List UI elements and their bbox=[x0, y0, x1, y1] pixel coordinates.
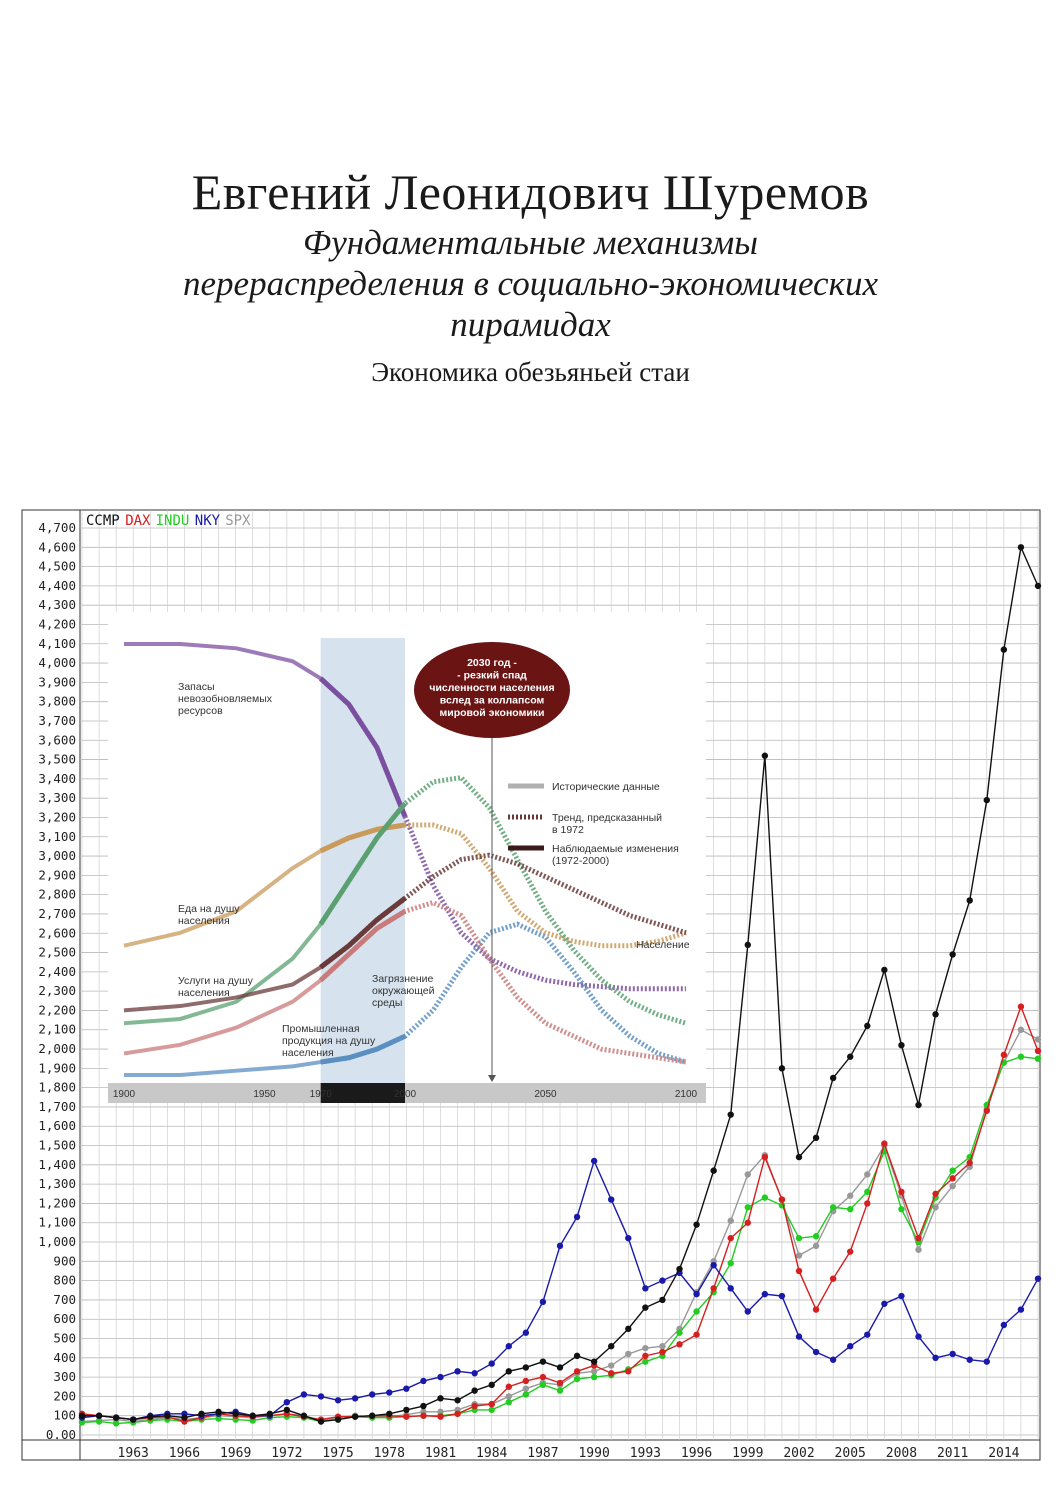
data-point bbox=[574, 1214, 580, 1220]
inset-legend-line: Тренд, предсказанный bbox=[552, 812, 662, 824]
data-point bbox=[1035, 583, 1041, 589]
data-point bbox=[967, 1357, 973, 1363]
data-point bbox=[215, 1409, 221, 1415]
data-point bbox=[437, 1413, 443, 1419]
data-point bbox=[301, 1391, 307, 1397]
callout-line: вслед за коллапсом bbox=[439, 694, 545, 707]
data-point bbox=[591, 1158, 597, 1164]
data-point bbox=[318, 1418, 324, 1424]
data-point bbox=[1001, 646, 1007, 652]
y-tick-label: 1,100 bbox=[38, 1214, 76, 1230]
data-point bbox=[796, 1268, 802, 1274]
inset-legend-label bbox=[552, 781, 660, 793]
data-point bbox=[608, 1362, 614, 1368]
data-point bbox=[471, 1403, 477, 1409]
data-point bbox=[693, 1308, 699, 1314]
data-point bbox=[352, 1413, 358, 1419]
y-tick-label: 3,800 bbox=[38, 693, 76, 709]
y-tick-label: 2,500 bbox=[38, 944, 76, 960]
data-point bbox=[284, 1407, 290, 1413]
data-point bbox=[557, 1387, 563, 1393]
x-tick-label: 2005 bbox=[834, 1446, 866, 1461]
x-tick-label: 1993 bbox=[629, 1446, 662, 1461]
data-point bbox=[113, 1414, 119, 1420]
y-tick-label: 4,500 bbox=[38, 558, 76, 574]
book-subtitle: Экономика обезьяньей стаи bbox=[371, 357, 690, 387]
data-point bbox=[915, 1247, 921, 1253]
inset-legend-line: Наблюдаемые изменения bbox=[552, 843, 679, 855]
data-point bbox=[335, 1397, 341, 1403]
data-point bbox=[659, 1277, 665, 1283]
data-point bbox=[352, 1395, 358, 1401]
data-point bbox=[847, 1343, 853, 1349]
data-point bbox=[949, 1351, 955, 1357]
data-point bbox=[608, 1343, 614, 1349]
y-tick-label: 4,700 bbox=[38, 520, 76, 535]
data-point bbox=[1018, 1306, 1024, 1312]
x-tick-label: 1963 bbox=[117, 1446, 149, 1461]
y-tick-label: 3,200 bbox=[38, 809, 76, 825]
inset-label-line: невозобновляемых bbox=[178, 693, 273, 705]
y-tick-label: 1,900 bbox=[38, 1060, 76, 1076]
y-tick-label: 3,000 bbox=[38, 848, 76, 864]
data-point bbox=[847, 1248, 853, 1254]
y-tick-label: 0.00 bbox=[45, 1427, 76, 1442]
y-tick-label: 1,800 bbox=[38, 1079, 76, 1095]
data-point bbox=[693, 1221, 699, 1227]
data-point bbox=[523, 1364, 529, 1370]
data-point bbox=[898, 1189, 904, 1195]
y-tick-label: 1,200 bbox=[38, 1195, 76, 1211]
data-point bbox=[864, 1171, 870, 1177]
book-title bbox=[60, 222, 1001, 345]
data-point bbox=[557, 1364, 563, 1370]
callout-line: 2030 год - bbox=[467, 657, 517, 669]
data-point bbox=[881, 1301, 887, 1307]
legend-entry: CCMP bbox=[86, 513, 120, 529]
data-point bbox=[420, 1378, 426, 1384]
author-name: Евгений Леонидович Шуремов bbox=[191, 164, 870, 220]
data-point bbox=[796, 1235, 802, 1241]
y-tick-label: 900 bbox=[53, 1253, 76, 1269]
data-point bbox=[523, 1391, 529, 1397]
data-point bbox=[642, 1353, 648, 1359]
data-point bbox=[1001, 1052, 1007, 1058]
inset-x-tick: 1950 bbox=[253, 1089, 276, 1100]
data-point bbox=[642, 1358, 648, 1364]
data-point bbox=[984, 797, 990, 803]
chart-legend bbox=[86, 513, 251, 529]
data-point bbox=[864, 1331, 870, 1337]
data-point bbox=[1035, 1275, 1041, 1281]
data-point bbox=[540, 1382, 546, 1388]
data-point bbox=[403, 1407, 409, 1413]
y-tick-label: 3,400 bbox=[38, 770, 76, 786]
data-point bbox=[454, 1397, 460, 1403]
data-point bbox=[813, 1233, 819, 1239]
data-point bbox=[1001, 1322, 1007, 1328]
y-tick-label: 1,600 bbox=[38, 1118, 76, 1134]
legend-entry: SPX bbox=[225, 513, 251, 529]
data-point bbox=[710, 1262, 716, 1268]
x-tick-label: 1969 bbox=[219, 1446, 252, 1461]
data-point bbox=[745, 1220, 751, 1226]
inset-x-tick: 2100 bbox=[674, 1089, 698, 1100]
data-point bbox=[898, 1042, 904, 1048]
x-tick-label: 1978 bbox=[373, 1446, 405, 1461]
x-tick-label: 2002 bbox=[783, 1446, 815, 1461]
data-point bbox=[693, 1331, 699, 1337]
inset-x-tick: 1970 bbox=[309, 1089, 332, 1100]
inset-label-line: населения bbox=[178, 915, 230, 927]
inset-label-line: населения bbox=[282, 1047, 334, 1059]
data-point bbox=[813, 1243, 819, 1249]
data-point bbox=[557, 1380, 563, 1386]
y-tick-label: 4,300 bbox=[38, 597, 76, 613]
data-point bbox=[335, 1416, 341, 1422]
data-point bbox=[830, 1204, 836, 1210]
x-tick-label: 1981 bbox=[424, 1446, 457, 1461]
data-point bbox=[608, 1196, 614, 1202]
data-point bbox=[898, 1206, 904, 1212]
y-tick-label: 700 bbox=[53, 1291, 76, 1307]
data-point bbox=[847, 1054, 853, 1060]
x-tick-label: 1999 bbox=[732, 1446, 764, 1461]
data-point bbox=[489, 1360, 495, 1366]
inset-label-line: окружающей bbox=[372, 985, 435, 997]
data-point bbox=[181, 1414, 187, 1420]
data-point bbox=[489, 1382, 495, 1388]
y-tick-label: 3,600 bbox=[38, 732, 76, 748]
y-tick-label: 2,000 bbox=[38, 1041, 76, 1057]
callout-line: численности населения bbox=[429, 682, 555, 694]
data-point bbox=[540, 1374, 546, 1380]
data-point bbox=[728, 1111, 734, 1117]
data-point bbox=[540, 1358, 546, 1364]
data-point bbox=[471, 1387, 477, 1393]
y-tick-label: 2,700 bbox=[38, 905, 76, 921]
data-point bbox=[693, 1291, 699, 1297]
x-tick-label: 1966 bbox=[168, 1446, 201, 1461]
y-tick-label: 1,400 bbox=[38, 1156, 76, 1172]
y-tick-label: 2,900 bbox=[38, 867, 76, 883]
data-point bbox=[403, 1385, 409, 1391]
y-tick-label: 3,900 bbox=[38, 674, 76, 690]
data-point bbox=[779, 1293, 785, 1299]
data-point bbox=[915, 1235, 921, 1241]
inset-label-line: Еда на душу bbox=[178, 903, 240, 915]
data-point bbox=[96, 1413, 102, 1419]
data-point bbox=[710, 1285, 716, 1291]
data-point bbox=[267, 1411, 273, 1417]
data-point bbox=[659, 1349, 665, 1355]
data-point bbox=[369, 1413, 375, 1419]
data-point bbox=[1018, 1003, 1024, 1009]
data-point bbox=[1018, 1027, 1024, 1033]
data-point bbox=[437, 1374, 443, 1380]
book-title-line: Фундаментальные механизмы bbox=[303, 223, 758, 262]
y-tick-label: 800 bbox=[53, 1272, 76, 1288]
data-point bbox=[557, 1243, 563, 1249]
inset-x-tick: 1900 bbox=[112, 1089, 136, 1100]
data-point bbox=[574, 1353, 580, 1359]
y-tick-label: 1,700 bbox=[38, 1098, 76, 1114]
inset-label-line: Загрязнение bbox=[372, 973, 434, 985]
data-point bbox=[625, 1326, 631, 1332]
data-point bbox=[796, 1154, 802, 1160]
y-tick-label: 100 bbox=[53, 1407, 76, 1423]
data-point bbox=[659, 1297, 665, 1303]
book-title-line: перераспределения в социально-экономических bbox=[183, 264, 878, 303]
data-point bbox=[745, 1308, 751, 1314]
data-point bbox=[574, 1376, 580, 1382]
x-tick-label: 2008 bbox=[885, 1446, 918, 1461]
data-point bbox=[284, 1399, 290, 1405]
data-point bbox=[642, 1304, 648, 1310]
data-point bbox=[949, 1183, 955, 1189]
y-tick-label: 500 bbox=[53, 1330, 76, 1346]
data-point bbox=[745, 942, 751, 948]
data-point bbox=[523, 1330, 529, 1336]
data-point bbox=[506, 1368, 512, 1374]
data-point bbox=[864, 1023, 870, 1029]
data-point bbox=[130, 1416, 136, 1422]
inset-label-line: продукция на душу bbox=[282, 1035, 376, 1047]
y-tick-label: 4,600 bbox=[38, 539, 76, 555]
data-point bbox=[164, 1413, 170, 1419]
data-point bbox=[403, 1413, 409, 1419]
data-point bbox=[420, 1413, 426, 1419]
data-point bbox=[762, 1194, 768, 1200]
data-point bbox=[506, 1343, 512, 1349]
y-tick-label: 300 bbox=[53, 1369, 76, 1385]
inset-series-label bbox=[636, 939, 690, 951]
data-point bbox=[625, 1368, 631, 1374]
data-point bbox=[676, 1341, 682, 1347]
inset-legend-line: (1972-2000) bbox=[552, 855, 610, 867]
data-point bbox=[728, 1235, 734, 1241]
y-tick-label: 2,800 bbox=[38, 886, 76, 902]
data-point bbox=[198, 1411, 204, 1417]
y-tick-label: 1,300 bbox=[38, 1176, 76, 1192]
data-point bbox=[915, 1333, 921, 1339]
y-tick-label: 200 bbox=[53, 1388, 76, 1404]
data-point bbox=[523, 1385, 529, 1391]
legend-entry: NKY bbox=[194, 513, 221, 529]
data-point bbox=[540, 1299, 546, 1305]
data-point bbox=[506, 1384, 512, 1390]
data-point bbox=[847, 1206, 853, 1212]
data-point bbox=[676, 1266, 682, 1272]
data-point bbox=[1018, 544, 1024, 550]
data-point bbox=[830, 1075, 836, 1081]
data-point bbox=[489, 1401, 495, 1407]
data-point bbox=[830, 1357, 836, 1363]
data-point bbox=[984, 1108, 990, 1114]
data-point bbox=[728, 1260, 734, 1266]
data-point bbox=[745, 1171, 751, 1177]
data-point bbox=[949, 1175, 955, 1181]
inset-legend-line: в 1972 bbox=[552, 824, 584, 836]
data-point bbox=[967, 897, 973, 903]
data-point bbox=[796, 1252, 802, 1258]
y-tick-label: 3,500 bbox=[38, 751, 76, 767]
data-point bbox=[591, 1374, 597, 1380]
x-tick-label: 2014 bbox=[988, 1446, 1020, 1461]
data-point bbox=[881, 967, 887, 973]
y-tick-label: 2,300 bbox=[38, 983, 76, 999]
y-tick-label: 2,400 bbox=[38, 963, 76, 979]
y-tick-label: 1,000 bbox=[38, 1234, 76, 1250]
y-tick-label: 2,100 bbox=[38, 1021, 76, 1037]
inset-label-line: Запасы bbox=[178, 681, 215, 693]
legend-entry: DAX bbox=[125, 513, 151, 529]
legend-entry: INDU bbox=[155, 513, 190, 529]
x-tick-label: 1990 bbox=[578, 1446, 610, 1461]
data-point bbox=[915, 1102, 921, 1108]
data-point bbox=[506, 1399, 512, 1405]
data-point bbox=[984, 1358, 990, 1364]
y-tick-label: 400 bbox=[53, 1349, 76, 1365]
data-point bbox=[471, 1370, 477, 1376]
inset-label-line: населения bbox=[178, 987, 230, 999]
data-point bbox=[779, 1196, 785, 1202]
inset-label-line: Услуги на душу bbox=[178, 975, 253, 987]
y-tick-label: 2,600 bbox=[38, 925, 76, 941]
data-point bbox=[386, 1411, 392, 1417]
data-point bbox=[728, 1285, 734, 1291]
data-point bbox=[813, 1306, 819, 1312]
callout-line: - резкий спад bbox=[457, 669, 527, 682]
data-point bbox=[762, 1154, 768, 1160]
data-point bbox=[369, 1391, 375, 1397]
data-point bbox=[489, 1407, 495, 1413]
x-tick-label: 1996 bbox=[680, 1446, 713, 1461]
data-point bbox=[932, 1011, 938, 1017]
data-point bbox=[642, 1285, 648, 1291]
y-tick-label: 4,200 bbox=[38, 616, 76, 632]
inset-x-tick: 2000 bbox=[393, 1089, 417, 1100]
y-tick-label: 3,300 bbox=[38, 790, 76, 806]
data-point bbox=[506, 1393, 512, 1399]
data-point bbox=[523, 1378, 529, 1384]
book-title-line: пирамидах bbox=[450, 305, 611, 344]
y-tick-label: 2,200 bbox=[38, 1002, 76, 1018]
data-point bbox=[79, 1413, 85, 1419]
inset-axis-highlight bbox=[321, 1083, 405, 1103]
inset-label-line: среды bbox=[372, 997, 403, 1009]
data-point bbox=[881, 1140, 887, 1146]
y-tick-label: 4,000 bbox=[38, 655, 76, 671]
data-point bbox=[250, 1413, 256, 1419]
data-point bbox=[113, 1420, 119, 1426]
data-point bbox=[318, 1393, 324, 1399]
y-tick-label: 3,700 bbox=[38, 712, 76, 728]
inset-label-line: Промышленная bbox=[282, 1023, 360, 1035]
data-point bbox=[796, 1333, 802, 1339]
data-point bbox=[608, 1370, 614, 1376]
data-point bbox=[454, 1368, 460, 1374]
data-point bbox=[830, 1275, 836, 1281]
data-point bbox=[591, 1358, 597, 1364]
inset-legend-line: Исторические данные bbox=[552, 781, 660, 793]
data-point bbox=[710, 1167, 716, 1173]
inset-chart bbox=[108, 612, 706, 1103]
callout-line: мировой экономики bbox=[439, 707, 545, 719]
data-point bbox=[847, 1193, 853, 1199]
data-point bbox=[1035, 1055, 1041, 1061]
data-point bbox=[1018, 1054, 1024, 1060]
data-point bbox=[762, 1291, 768, 1297]
y-tick-label: 3,100 bbox=[38, 828, 76, 844]
data-point bbox=[625, 1351, 631, 1357]
inset-label-line: ресурсов bbox=[178, 705, 223, 717]
data-point bbox=[864, 1200, 870, 1206]
data-point bbox=[232, 1411, 238, 1417]
data-point bbox=[813, 1135, 819, 1141]
data-point bbox=[574, 1368, 580, 1374]
data-point bbox=[437, 1395, 443, 1401]
data-point bbox=[745, 1204, 751, 1210]
data-point bbox=[949, 1167, 955, 1173]
data-point bbox=[591, 1368, 597, 1374]
y-tick-label: 4,400 bbox=[38, 577, 76, 593]
y-tick-label: 1,500 bbox=[38, 1137, 76, 1153]
inset-x-tick: 2050 bbox=[534, 1089, 557, 1100]
data-point bbox=[779, 1065, 785, 1071]
cover-header bbox=[0, 0, 1061, 500]
data-point bbox=[1035, 1048, 1041, 1054]
data-point bbox=[967, 1160, 973, 1166]
data-point bbox=[96, 1418, 102, 1424]
data-point bbox=[676, 1330, 682, 1336]
x-tick-label: 1984 bbox=[476, 1446, 508, 1461]
data-point bbox=[813, 1349, 819, 1355]
stock-index-chart bbox=[0, 500, 1061, 1500]
data-point bbox=[898, 1293, 904, 1299]
data-point bbox=[454, 1411, 460, 1417]
y-tick-label: 4,100 bbox=[38, 635, 76, 651]
data-point bbox=[625, 1235, 631, 1241]
data-point bbox=[301, 1413, 307, 1419]
data-point bbox=[932, 1191, 938, 1197]
data-point bbox=[642, 1345, 648, 1351]
y-tick-label: 600 bbox=[53, 1311, 76, 1327]
data-point bbox=[420, 1403, 426, 1409]
data-point bbox=[762, 753, 768, 759]
data-point bbox=[659, 1343, 665, 1349]
x-tick-label: 1975 bbox=[322, 1446, 354, 1461]
x-tick-label: 2011 bbox=[936, 1446, 969, 1461]
data-point bbox=[1035, 1036, 1041, 1042]
data-point bbox=[728, 1218, 734, 1224]
data-point bbox=[949, 951, 955, 957]
inset-label-line: Население bbox=[636, 939, 690, 951]
x-tick-label: 1972 bbox=[271, 1446, 303, 1461]
data-point bbox=[932, 1355, 938, 1361]
data-point bbox=[386, 1389, 392, 1395]
data-point bbox=[147, 1413, 153, 1419]
x-tick-label: 1987 bbox=[527, 1446, 559, 1461]
